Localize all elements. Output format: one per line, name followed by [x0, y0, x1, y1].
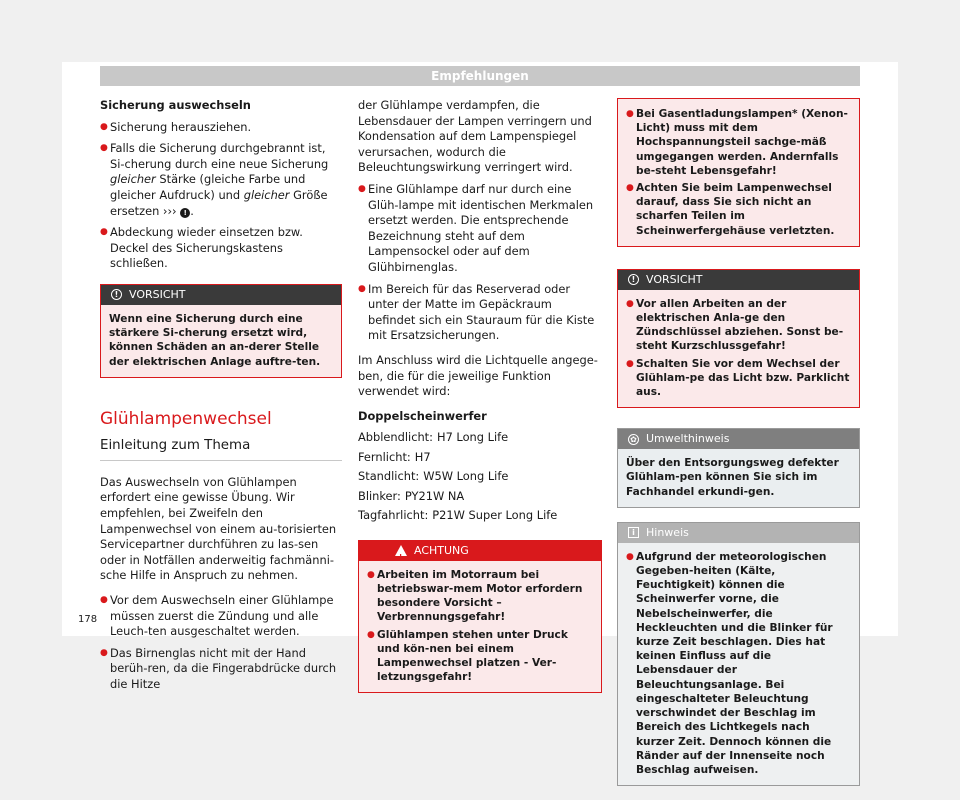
warning-triangle-icon: ! [395, 545, 407, 556]
spec-list [358, 428, 602, 526]
spec-row [358, 467, 602, 487]
caution-box [617, 269, 860, 408]
caution-circle-icon: ! [111, 289, 122, 300]
spec-value: P21W Super Long Life [432, 508, 558, 523]
spec-row [358, 487, 602, 507]
warning-continued-body [618, 99, 859, 246]
spec-label: Standlicht: [358, 469, 420, 484]
paragraph: der Glühlampe verdampfen, die Lebensdauer der Lampen verringern und Kondensation auf dem Lampenspiegel verursachen, wodurch die Beleuchtungswirkung verringert wird. [358, 98, 592, 175]
info-circle-icon: ! [180, 208, 190, 218]
environment-note-label: Umwelthinweis [646, 432, 730, 446]
spec-label: Abblendlicht: [358, 430, 433, 445]
list-item: ● Im Bereich für das Reserverad oder unter der Matte im Gepäckraum befindet sich ein Stauraum für die Kiste mit Ersatzsicherungen. [358, 282, 602, 344]
paragraph: Im Anschluss wird die Lichtquelle angege-ben, die für die jeweilige Funktion verwendet wird: [358, 352, 598, 399]
warning-label: ACHTUNG [414, 543, 469, 557]
spec-label: Tagfahrlicht: [358, 508, 429, 523]
spec-value: H7 [414, 449, 431, 464]
warning-continued-box [617, 98, 860, 247]
list-item: ● Arbeiten im Motorraum bei betriebswar-mem Motor erfordern besondere Vorsicht – Verbrennungsgefahr! [367, 568, 593, 625]
list-item: ● Bei Gasentladungslampen* (Xenon-Licht) muss mit dem Hochspannungsteil sachge-mäß umgegangen werden. Andernfalls be-steht Lebensgefahr! [626, 107, 851, 178]
spec-value: PY21W NA [404, 488, 465, 503]
note-box [617, 522, 860, 786]
section-title: Glühlampenwechsel [100, 408, 272, 429]
spec-label: Fernlicht: [358, 449, 411, 464]
spec-row [358, 448, 602, 468]
intro-paragraph: Das Auswechseln von Glühlampen erfordert eine gewisse Übung. Wir empfehlen, bei Zweifeln den Lampenwechsel von einem au-torisierten Servicepartner durchführen zu las-sen oder in Notfällen anderweitig fachmänni-sche Hilfe in Anspruch zu nehmen. [100, 474, 337, 583]
list-item: ● Vor allen Arbeiten an der elektrischen Anla-ge den Zündschlüssel abziehen. Sonst be-steht Kurzschlussgefahr! [626, 297, 851, 354]
warning-box-header [359, 541, 601, 561]
spec-value: W5W Long Life [423, 469, 509, 484]
column-1 [100, 98, 342, 692]
list-item: ● Glühlampen stehen unter Druck und kön-nen bei einem Lampenwechsel platzen - Ver-letzungsgefahr! [367, 628, 593, 685]
list-item: ● Vor dem Auswechseln einer Glühlampe müssen zuerst die Zündung und alle Leuch-ten ausgeschaltet werden. [100, 593, 342, 640]
environment-note-text: Über den Entsorgungsweg defekter Glühlam-pen können Sie sich im Fachhandel erkundi-gen. [618, 449, 859, 507]
environment-note-header [618, 429, 859, 449]
leaf-icon: ✿ [628, 434, 639, 445]
text-em: gleicher [243, 187, 290, 202]
caution-box [100, 284, 342, 378]
environment-note-box [617, 428, 860, 508]
caution-label: VORSICHT [646, 272, 703, 286]
warning-body [359, 561, 601, 693]
list-item: ● Abdeckung wieder einsetzen bzw. Deckel des Sicherungskastens schließen. [100, 225, 342, 272]
warning-box [358, 540, 602, 694]
text: Falls die Sicherung durchgebrannt ist, Si-cherung durch eine neue Sicherung [110, 141, 329, 171]
spec-label: Blinker: [358, 488, 401, 503]
caution-box-header [101, 285, 341, 305]
list-item: ● Achten Sie beim Lampenwechsel darauf, dass Sie sich nicht an scharfen Teilen im Scheinwerfergehäuse verletzten. [626, 181, 851, 238]
text: Stärke (gleiche Farbe und gleicher Aufdruck) und [110, 172, 306, 202]
spec-row [358, 428, 602, 448]
spec-row [358, 506, 602, 526]
note-box-header [618, 523, 859, 543]
list-item: ● Falls die Sicherung durchgebrannt ist, Si-cherung durch eine neue Sicherung gleicher Stärke (gleiche Farbe und gleicher Aufdruck) und gleicher Größe ersetzen ››› ! . [100, 141, 342, 219]
text-em: gleicher [110, 172, 156, 187]
column-3 [617, 98, 860, 800]
list-item: ● Eine Glühlampe darf nur durch eine Glüh-lampe mit identischen Merkmalen ersetzt werden. Die entsprechende Bezeichnung steht auf dem Lampensockel oder auf dem Glühbirnenglas. [358, 182, 602, 276]
spec-value: H7 Long Life [437, 430, 509, 445]
page-header: Empfehlungen [100, 66, 860, 86]
note-label: Hinweis [646, 525, 689, 539]
section-heading-fuse: Sicherung auswechseln [100, 98, 251, 112]
caution-body [618, 290, 859, 407]
info-square-icon: i [628, 527, 639, 538]
page-number: 178 [78, 614, 98, 625]
subsection-title: Einleitung zum Thema [100, 436, 342, 461]
list-item: ● Aufgrund der meteorologischen Gegeben-heiten (Kälte, Feuchtigkeit) können die Scheinwerfer vorne, die Nebelscheinwerfer, die Heckleuchten und die Blinker für kurze Zeit beschlagen. Dies hat keinen Einfluss auf die Lebensdauer der Beleuchtungsanlage. Bei eingeschalteter Beleuchtung verschwindet der Beschlag im Bereich des Lichtkegels nach kurzer Zeit. Dennoch können die Ränder auf der Innenseite noch Beschlag aufweisen. [626, 550, 851, 777]
list-item: ● Das Birnenglas nicht mit der Hand berüh-ren, da die Fingerabdrücke durch die Hitze [100, 646, 342, 693]
caution-label: VORSICHT [129, 287, 186, 301]
caution-text: Wenn eine Sicherung durch eine stärkere Si-cherung ersetzt wird, können Schäden an an-derer Stelle der elektrischen Anlage auftre-ten. [101, 305, 341, 377]
cross-reference-link[interactable]: Größe ersetzen ››› [110, 187, 328, 218]
list-item: ● Schalten Sie vor dem Wechsel der Glühlam-pe das Licht bzw. Parklicht aus. [626, 357, 851, 400]
list-item: ● Sicherung herausziehen. [100, 120, 342, 136]
spec-heading: Doppelscheinwerfer [358, 408, 487, 423]
caution-circle-icon: ! [628, 274, 639, 285]
column-2 [358, 98, 602, 707]
note-body [618, 543, 859, 785]
caution-box-header [618, 270, 859, 290]
